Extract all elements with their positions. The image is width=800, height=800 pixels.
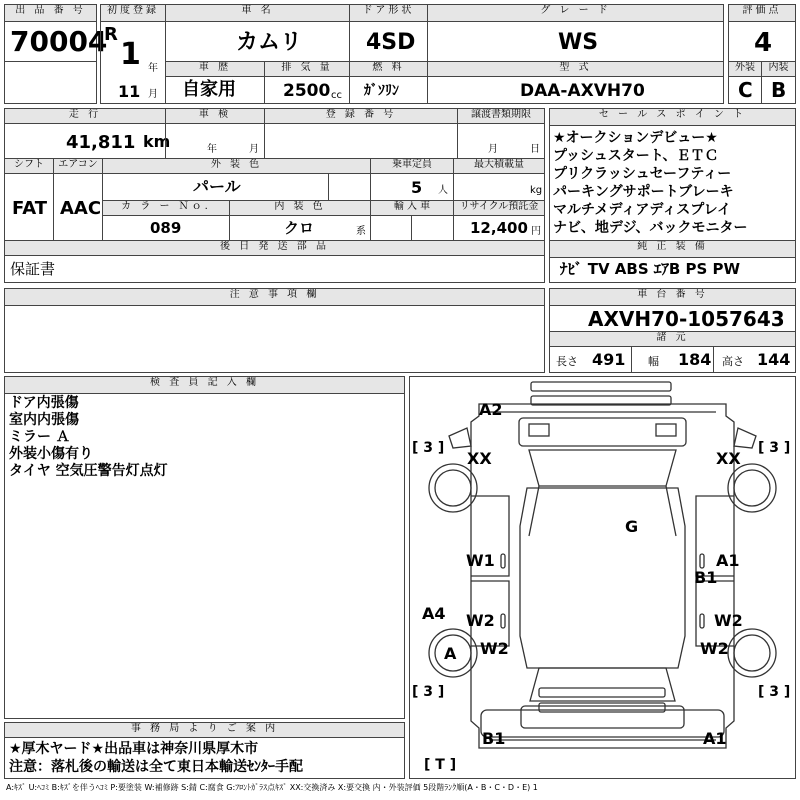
mark-xx-left: XX xyxy=(467,449,492,468)
car-diagram xyxy=(409,376,796,779)
sales-header: セ ー ル ス ポ イ ン ト xyxy=(549,108,796,126)
length-label: 長さ xyxy=(556,355,578,368)
reg-year: 1 xyxy=(120,37,141,72)
int-color-unit: 系 xyxy=(356,226,366,237)
shift-header: シフト xyxy=(4,158,54,174)
mileage-header: 走 行 xyxy=(4,108,166,124)
notes-header: 注 意 事 項 欄 xyxy=(4,288,545,306)
score-header: 評価点 xyxy=(728,4,796,22)
inspector-line: タイヤ 空気圧警告灯点灯 xyxy=(9,463,168,479)
mark-xx-right: XX xyxy=(716,449,741,468)
width: 184 xyxy=(678,350,712,369)
mark-a4: A4 xyxy=(422,604,446,623)
grade: WS xyxy=(558,30,599,55)
legend: A:ｷｽﾞ U:ﾍｺﾐ B:ｷｽﾞを伴うﾍｺﾐ P:要塗装 W:補修跡 S:錆 C:腐食 G:ﾌﾛﾝﾄｶﾞﾗｽ点ｷｽﾞ XX:交換済み X:要交換 内・外装評価 5段階ﾗﾝｸ順(A・B・C・D・E) 1 xyxy=(6,783,538,792)
reg-month: 11 xyxy=(118,82,141,101)
int-color-header: 内 装 色 xyxy=(229,200,371,216)
spec-header: 諸 元 xyxy=(549,331,796,347)
equipment: ﾅﾋﾞ TV ABS ｴｱB PS PW xyxy=(560,260,741,278)
interior-header: 内装 xyxy=(761,61,796,77)
color-no: 089 xyxy=(150,219,182,237)
inspector-line: ドア内張傷 xyxy=(9,395,79,411)
width-label: 幅 xyxy=(648,355,659,368)
shift: FAT xyxy=(12,198,48,219)
transfer-day-unit: 日 xyxy=(530,144,540,155)
lot-no-header: 出 品 番 号 xyxy=(4,4,97,22)
year-unit: 年 xyxy=(148,63,158,74)
mark-a1-rear: A1 xyxy=(703,729,727,748)
inspector-line: ミラー Ａ xyxy=(9,429,70,445)
mark-w1: W1 xyxy=(466,551,495,570)
color: パール xyxy=(193,177,241,196)
inspection-month-unit: 月 xyxy=(249,144,259,155)
score: 4 xyxy=(754,28,773,58)
later-parts: 保証書 xyxy=(10,260,56,278)
displacement-header: 排 気 量 xyxy=(264,61,350,77)
sales-line: ★オークションデビュー★ xyxy=(553,130,718,146)
model: DAA-AXVH70 xyxy=(520,81,645,101)
era-letter: R xyxy=(104,24,118,45)
displacement: 2500 xyxy=(283,81,331,101)
mileage: 41,811 xyxy=(66,132,136,153)
transfer-header: 譲渡書類期限 xyxy=(457,108,545,124)
inspector-line: 外装小傷有り xyxy=(9,446,93,462)
int-color: クロ xyxy=(284,219,315,237)
inspector-line: 室内内張傷 xyxy=(9,412,79,428)
tire-rear-left: [ 3 ] xyxy=(412,684,445,700)
first-reg-header: 初度登録 xyxy=(100,4,166,22)
fuel-header: 燃 料 xyxy=(349,61,428,77)
mark-w2-left-quarter: W2 xyxy=(480,639,509,658)
door-type: 4SD xyxy=(366,30,416,55)
sales-line: マルチメディアディスプレイ xyxy=(553,202,731,218)
height: 144 xyxy=(757,350,791,369)
exterior-grade: C xyxy=(738,78,753,102)
tire-front-right: [ 3 ] xyxy=(758,440,791,456)
sales-lines xyxy=(553,129,793,237)
inspector-header: 検 査 員 記 入 欄 xyxy=(4,376,405,394)
tire-front-left: [ 3 ] xyxy=(412,440,445,456)
ac: AAC xyxy=(60,198,102,219)
office-lines xyxy=(9,740,303,776)
mark-w2-left: W2 xyxy=(466,611,495,630)
reg-no-header: 登 録 番 号 xyxy=(264,108,458,124)
ac-header: エアコン xyxy=(53,158,103,174)
capacity-unit: 人 xyxy=(438,185,448,196)
reg-no-cell xyxy=(264,123,458,159)
office-line: 注意：落札後の輸送は全て東日本輸送ｾﾝﾀｰ手配 xyxy=(9,759,303,775)
lot-no-lower xyxy=(4,61,97,104)
transfer-month-unit: 月 xyxy=(488,144,498,155)
capacity: 5 xyxy=(411,178,423,197)
history-header: 車 歴 xyxy=(165,61,265,77)
lot-number: 70004 xyxy=(10,25,108,58)
recycle-header: リサイクル預託金 xyxy=(453,200,545,216)
chassis-header: 車 台 番 号 xyxy=(549,288,796,306)
fuel: ｶﾞｿﾘﾝ xyxy=(364,83,399,99)
notes-cell xyxy=(4,305,545,373)
office-header: 事 務 局 よ り ご 案 内 xyxy=(4,722,405,738)
load-unit: kg xyxy=(530,185,543,196)
equipment-header: 純 正 装 備 xyxy=(549,240,796,258)
model-header: 型 式 xyxy=(427,61,724,77)
sales-line: パーキングサポートブレーキ xyxy=(553,184,734,200)
mark-b1-door: B1 xyxy=(694,568,718,587)
chassis-number: AXVH70-1057643 xyxy=(588,307,785,331)
later-parts-header: 後 日 発 送 部 品 xyxy=(4,240,545,256)
later-parts-cell xyxy=(4,255,545,283)
car-name: カムリ xyxy=(236,30,303,55)
mark-w2-right: W2 xyxy=(714,611,743,630)
sales-line: プリクラッシュセーフティー xyxy=(553,166,732,182)
inspection-year-unit: 年 xyxy=(207,144,217,155)
sales-line: ナビ、地デジ、バックモニター xyxy=(553,220,748,236)
mileage-unit: km xyxy=(143,132,171,151)
recycle-unit: 円 xyxy=(531,226,541,237)
grade-header: グ レ ー ド xyxy=(427,4,724,22)
inspector-lines xyxy=(9,395,168,480)
tire-spare: [ T ] xyxy=(424,757,457,773)
exterior-header: 外装 xyxy=(728,61,762,77)
mark-a1-door: A1 xyxy=(716,551,740,570)
inspection-header: 車 検 xyxy=(165,108,265,124)
mark-a2: A2 xyxy=(479,400,503,419)
sales-line: プッシュスタート、ＥＴＣ xyxy=(553,148,719,164)
month-unit: 月 xyxy=(148,89,158,100)
mark-w2-right-quarter: W2 xyxy=(700,639,729,658)
length: 491 xyxy=(592,350,626,369)
history: 自家用 xyxy=(182,79,236,100)
capacity-header: 乗車定員 xyxy=(370,158,454,174)
mark-b1-rear: B1 xyxy=(482,729,506,748)
mark-a-wheel: A xyxy=(444,644,457,663)
door-header: ドア形状 xyxy=(349,4,428,22)
height-label: 高さ xyxy=(722,355,744,368)
import-header: 輸 入 車 xyxy=(370,200,454,216)
color-no-header: カ ラ ー Ｎｏ. xyxy=(102,200,230,216)
car-name-header: 車 名 xyxy=(165,4,350,22)
recycle: 12,400 xyxy=(470,219,528,237)
import-cell-2 xyxy=(411,215,454,241)
interior-grade: B xyxy=(771,78,787,102)
color-cell-extra xyxy=(328,173,371,201)
tire-rear-right: [ 3 ] xyxy=(758,684,791,700)
mark-g: G xyxy=(625,517,639,536)
color-header: 外 装 色 xyxy=(102,158,371,174)
displacement-unit: cc xyxy=(331,90,342,101)
load-header: 最大積載量 xyxy=(453,158,545,174)
office-line: ★厚木ヤード★出品車は神奈川県厚木市 xyxy=(9,741,259,757)
import-cell xyxy=(370,215,412,241)
